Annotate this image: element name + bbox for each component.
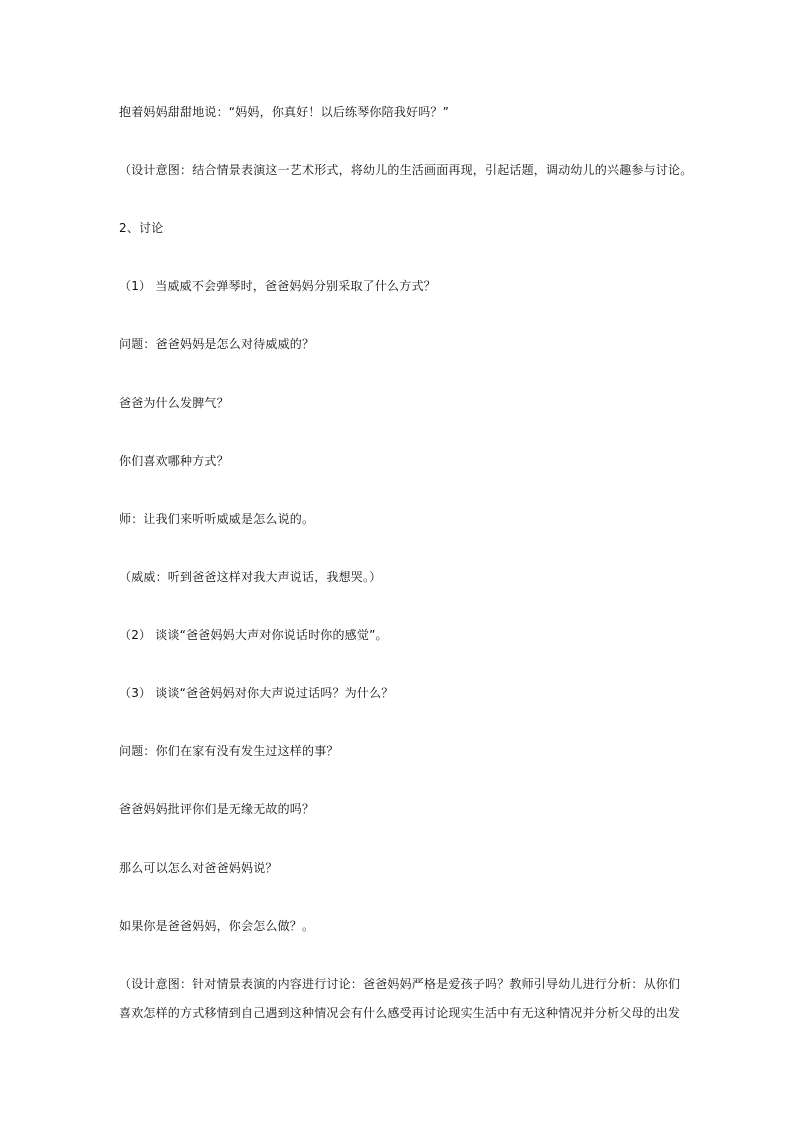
text-line: 问题：爸爸妈妈是怎么对待威威的？: [119, 337, 315, 351]
text-line: 你们喜欢哪种方式？: [119, 454, 229, 468]
text-line: 师：让我们来听听威威是怎么说的。: [119, 512, 315, 526]
text-line: 如果你是爸爸妈妈，你会怎么做？。: [119, 919, 315, 933]
text-line: 抱着妈妈甜甜地说：“妈妈，你真好！以后练琴你陪我好吗？”: [119, 105, 450, 119]
text-line: 那么可以怎么对爸爸妈妈说？: [119, 861, 278, 875]
design-intent-paragraph-continued: 喜欢怎样的方式移情到自己遇到这种情况会有什么感受再讨论现实生活中有无这种情况并分析父母的出发: [119, 1006, 681, 1020]
text-line: （1） 当威威不会弹琴时，爸爸妈妈分别采取了什么方式？: [119, 279, 436, 293]
text-line: 爸爸妈妈批评你们是无缘无故的吗？: [119, 802, 315, 816]
text-line: （威威：听到爸爸这样对我大声说话，我想哭。）: [119, 570, 382, 584]
text-line: 爸爸为什么发脾气？: [119, 396, 229, 410]
text-line: （3） 谈谈“爸爸妈妈对你大声说过话吗？为什么？: [119, 686, 394, 700]
text-line: 问题：你们在家有没有发生过这样的事？: [119, 744, 339, 758]
text-line: （2） 谈谈“爸爸妈妈大声对你说话时你的感觉”。: [119, 628, 388, 642]
section-heading: 2、讨论: [119, 221, 164, 235]
design-intent-paragraph: （设计意图：结合情景表演这一艺术形式，将幼儿的生活画面再现，引起话题，调动幼儿的兴趣参与讨论。: [119, 163, 693, 177]
design-intent-paragraph: （设计意图：针对情景表演的内容进行讨论：爸爸妈妈严格是爱孩子吗？教师引导幼儿进行分析：从你们: [119, 977, 681, 991]
